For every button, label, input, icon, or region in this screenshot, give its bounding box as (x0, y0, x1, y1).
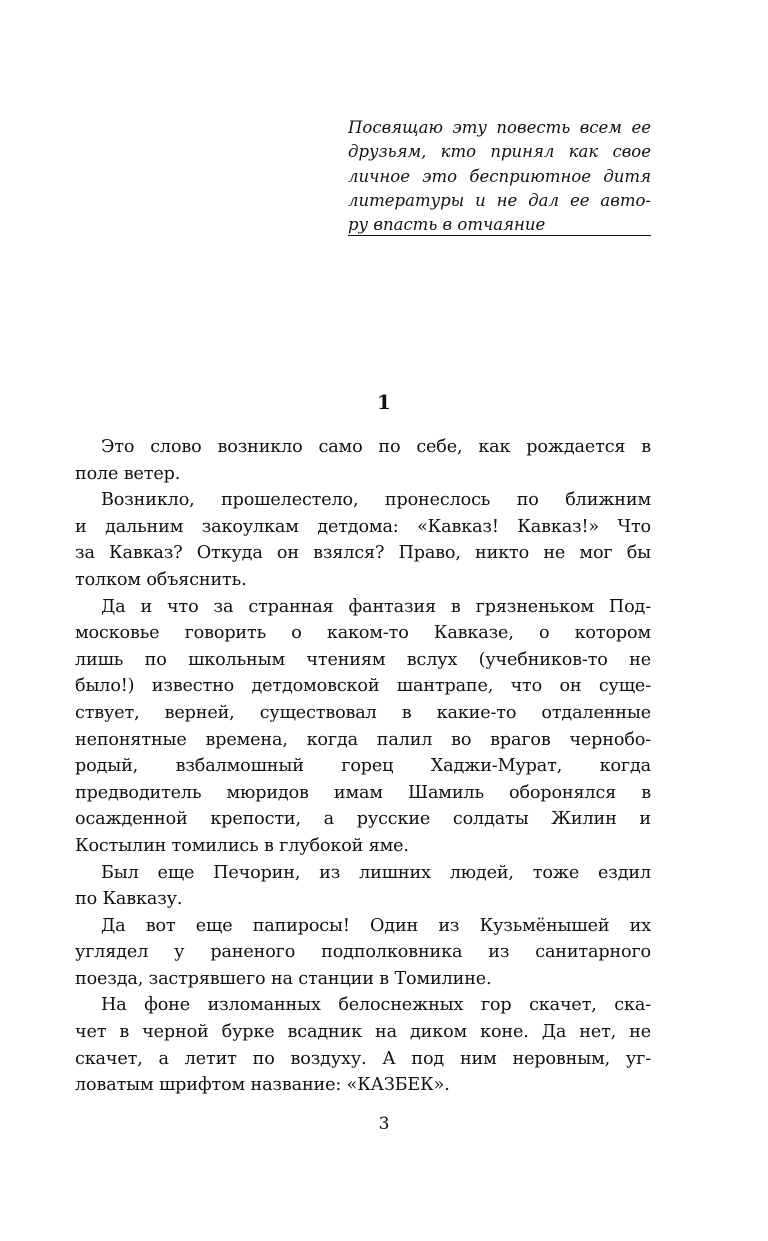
paragraph (75, 913, 651, 993)
epigraph-line: ру впасть в отчаяние (348, 215, 546, 235)
text-line: и дальним закоулкам детдома: «Кавказ! Кавказ!» Что (75, 516, 651, 537)
text-line: толком объяснить. (75, 569, 247, 590)
text-line: углядел у раненого подполковника из санитарного (75, 942, 651, 963)
text-line: Возникло, прошелестело, пронеслось по ближним (101, 490, 651, 511)
text-line: по Кавказу. (75, 889, 183, 910)
epigraph-divider (348, 235, 651, 236)
text-line: непонятные времена, когда палил во врагов чернобо- (75, 729, 651, 750)
body-text (75, 434, 651, 1099)
text-line: за Кавказ? Откуда он взялся? Право, никто не мог бы (75, 543, 651, 564)
text-line: поезда, застрявшего на станции в Томилине. (75, 968, 492, 989)
text-line: родый, взбалмошный горец Хаджи-Мурат, когда (75, 756, 651, 777)
text-line: ствует, верней, существовал в какие-то отдаленные (75, 702, 651, 723)
text-line: скачет, а летит по воздуху. А под ним неровным, уг- (75, 1048, 651, 1069)
text-line: было!) известно детдомовской шантрапе, что он суще- (75, 676, 651, 697)
page-number: 3 (378, 1114, 390, 1134)
epigraph-line: личное это бесприютное дитя (348, 166, 651, 186)
paragraph (75, 434, 651, 487)
epigraph-line: литературы и не дал ее авто- (348, 190, 651, 210)
text-line: Был еще Печорин, из лишних людей, тоже ездил (101, 862, 651, 883)
text-line: Костылин томились в глубокой яме. (75, 835, 409, 856)
text-line: осажденной крепости, а русские солдаты Жилин и (75, 809, 651, 830)
text-line: ловатым шрифтом название: «КАЗБЕК». (75, 1075, 450, 1096)
text-line: московье говорить о каком-то Кавказе, о котором (75, 623, 651, 644)
paragraph (75, 594, 651, 860)
text-line: чет в черной бурке всадник на диком коне. Да нет, не (75, 1022, 651, 1043)
paragraph (75, 487, 651, 593)
text-line: Да вот еще папиросы! Один из Кузьмёнышей их (101, 915, 651, 936)
chapter-number: 1 (377, 390, 391, 414)
paragraph (75, 860, 651, 913)
text-line: Да и что за странная фантазия в грязненьком Под- (101, 596, 651, 617)
text-line: поле ветер. (75, 463, 181, 484)
epigraph (348, 116, 651, 237)
text-line: лишь по школьным чтениям вслух (учебников-то не (75, 649, 651, 670)
text-line: Это слово возникло само по себе, как рождается в (101, 437, 651, 457)
epigraph-line: Посвящаю эту повесть всем ее (348, 118, 651, 137)
text-line: На фоне изломанных белоснежных гор скачет, ска- (101, 995, 651, 1016)
paragraph (75, 992, 651, 1098)
text-line: предводитель мюридов имам Шамиль оборонялся в (75, 782, 651, 803)
epigraph-line: друзьям, кто принял как свое (348, 142, 651, 162)
